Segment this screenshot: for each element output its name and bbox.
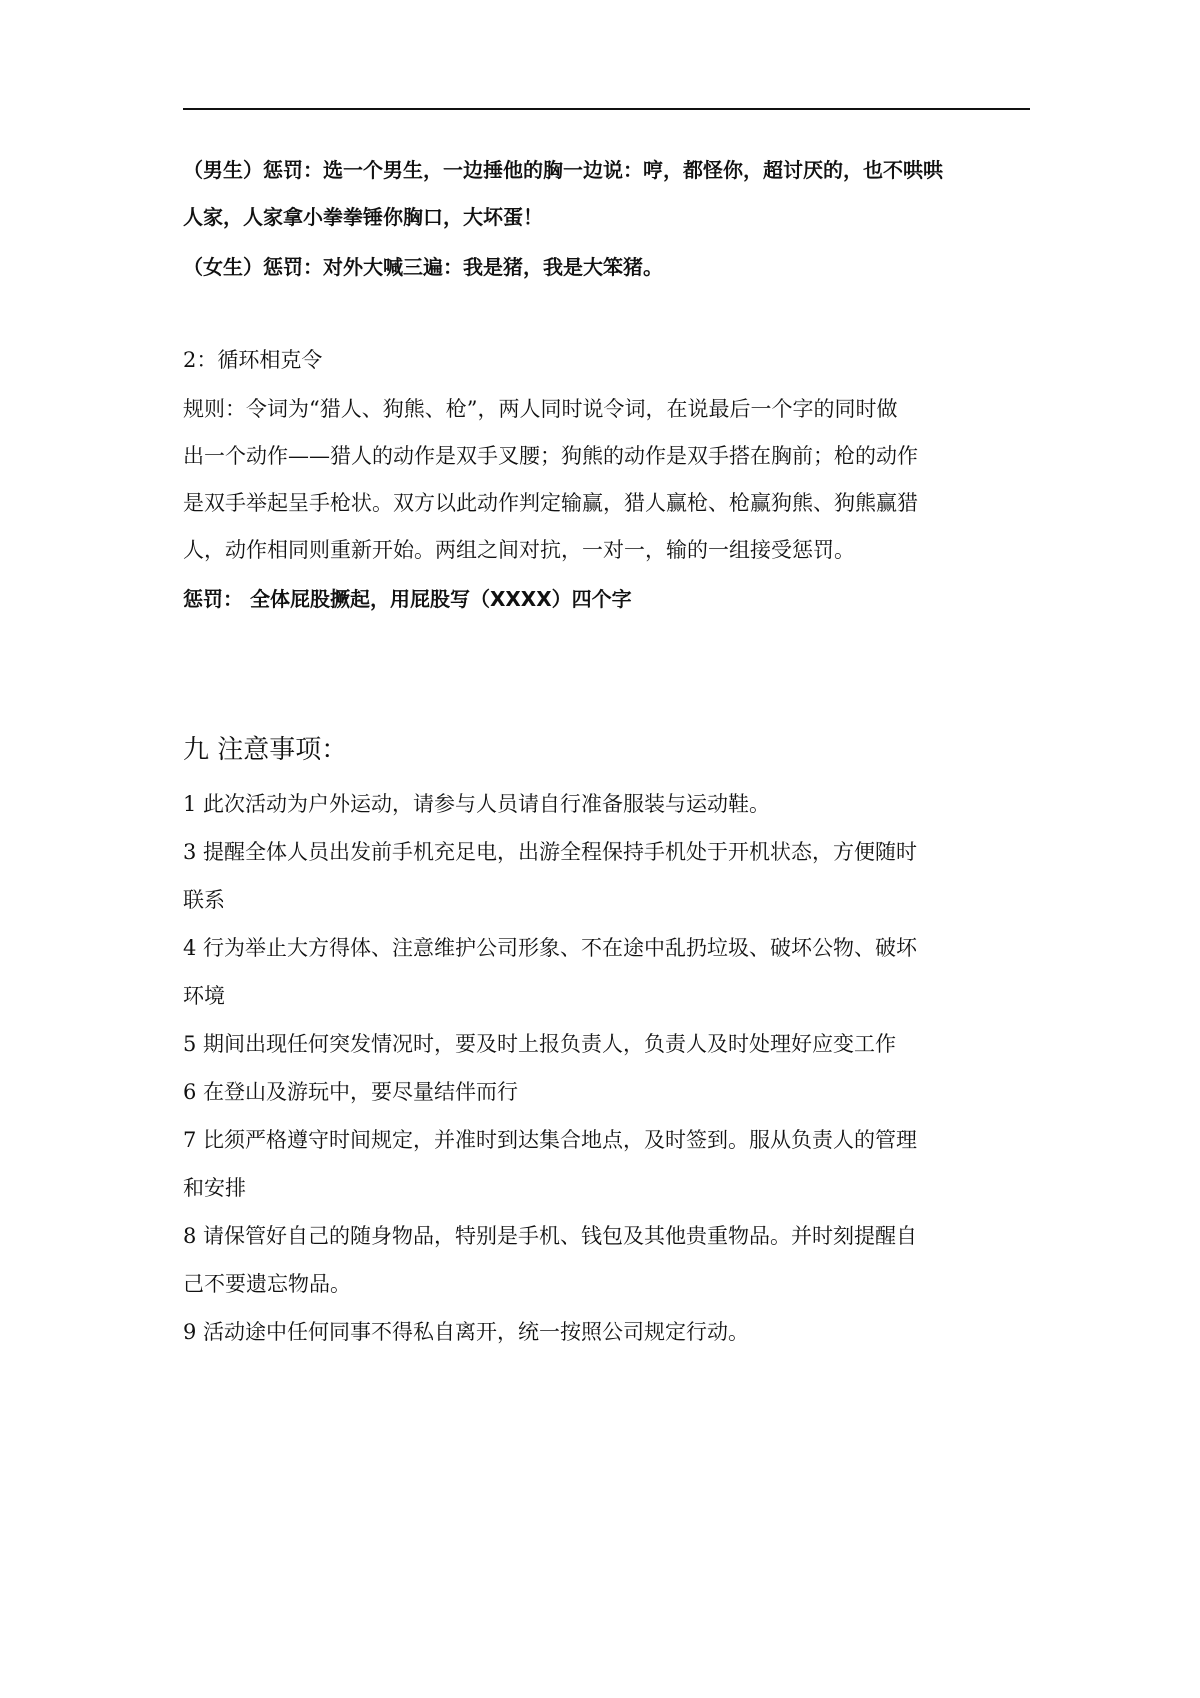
game2-rule-line-1: 规则：令词为“猎人、狗熊、枪”，两人同时说令词，在说最后一个字的同时做: [183, 397, 898, 421]
note-line-8: 7 比须严格遵守时间规定，并准时到达集合地点，及时签到。服从负责人的管理: [183, 1128, 918, 1152]
note-line-10: 8 请保管好自己的随身物品，特别是手机、钱包及其他贵重物品。并时刻提醒自: [183, 1224, 918, 1248]
note-line-5: 环境: [183, 984, 225, 1008]
note-line-9: 和安排: [183, 1176, 246, 1200]
note-line-11: 己不要遗忘物品。: [183, 1272, 351, 1296]
game2-title: 2：循环相克令: [183, 348, 323, 372]
note-line-6: 5 期间出现任何突发情况时，要及时上报负责人，负责人及时处理好应变工作: [183, 1032, 897, 1056]
note-line-4: 4 行为举止大方得体、注意维护公司形象、不在途中乱扔垃圾、破坏公物、破坏: [183, 936, 918, 960]
male-penalty-line-2: 人家，人家拿小拳拳锤你胸口，大坏蛋！: [183, 205, 543, 229]
game2-penalty: 惩罚： 全体屁股撅起，用屁股写（XXXX）四个字: [183, 587, 632, 611]
note-line-12: 9 活动途中任何同事不得私自离开，统一按照公司规定行动。: [183, 1320, 750, 1344]
note-line-2: 3 提醒全体人员出发前手机充足电，出游全程保持手机处于开机状态，方便随时: [183, 840, 918, 864]
game2-rule-line-3: 是双手举起呈手枪状。双方以此动作判定输赢，猎人赢枪、枪赢狗熊、狗熊赢猎: [183, 491, 918, 515]
female-penalty-line: （女生）惩罚：对外大喊三遍：我是猪，我是大笨猪。: [183, 255, 663, 279]
header-rule: [183, 108, 1030, 110]
male-penalty-line-1: （男生）惩罚：选一个男生，一边捶他的胸一边说：哼，都怪你，超讨厌的，也不哄哄: [183, 158, 943, 182]
note-line-7: 6 在登山及游玩中，要尽量结伴而行: [183, 1080, 519, 1104]
game2-rule-line-4: 人，动作相同则重新开始。两组之间对抗，一对一，输的一组接受惩罚。: [183, 538, 855, 562]
notes-heading: 九 注意事项：: [183, 735, 348, 765]
note-line-3: 联系: [183, 888, 225, 912]
game2-rule-line-2: 出一个动作——猎人的动作是双手叉腰；狗熊的动作是双手搭在胸前；枪的动作: [183, 444, 918, 468]
note-line-1: 1 此次活动为户外运动，请参与人员请自行准备服装与运动鞋。: [183, 792, 771, 816]
